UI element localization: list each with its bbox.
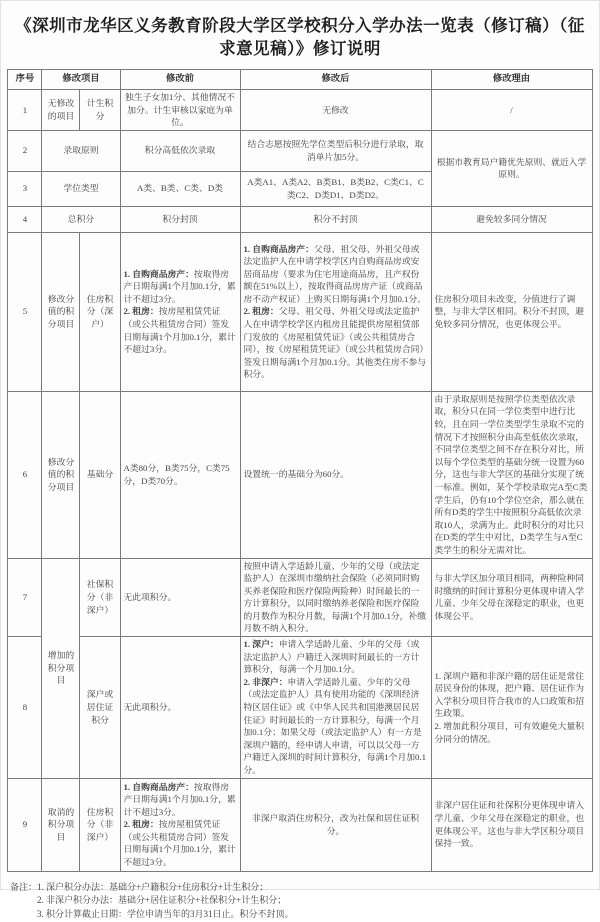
list-item [244,676,428,777]
cell-r9-before [120,778,240,871]
cell-r7-before: 无此项积分。 [120,558,240,637]
list-item [124,781,237,819]
item-text: 父母、祖父母、外祖父母或法定监护人在申请学校学区内自购商品房或安居商品房（要求为住宅用途商品房，且产权份额在51%以上），按取得商品房房产证（或商品房不动产权证）上购买日期每满1个月加0.1分。 [243,243,427,304]
item-lead: 2. 非深户： [243,676,288,687]
header-category: 修改项目 [42,70,120,90]
cell-r6-before: A类80分，B类75分，C类75分，D类70分。 [120,391,240,558]
footnotes-label: 备注： [10,881,38,892]
cell-r2-category: 录取原则 [42,130,120,171]
item-text: 按取得房产日期每满1个月加0.1分，累计不超过3分。 [123,268,236,304]
cell-r3-category: 学位类型 [42,171,120,206]
cell-r7-after: 按照申请入学适龄儿童、少年的父母（或法定监护人）在深圳市缴纳社会保险（必须同时购买养老保险和医疗保险两险种）时间最长的一方计算积分，以同时缴纳养老保险和医疗保险的月数作为积分月数，每满1个月加0.1分，补缴月数不纳入积分。 [240,558,431,637]
table-row [8,637,592,779]
revision-table [7,69,592,872]
cell-r5-category: 修改分值的积分项目 [42,232,80,391]
footnote-item: 2. 非深户积分办法：基础分+居住证积分+社保积分+计生积分； [37,895,287,906]
table-row [8,232,592,391]
table-row [8,391,592,558]
cell-r1-reason: / [431,90,592,131]
cell-r2-before: 积分高低依次录取 [120,130,240,171]
footnotes [10,881,599,922]
item-text: 父母、祖父母、外祖父母或法定监护人在申请学校学区内租房且能提供房屋租赁部门发放的《房屋租赁凭证》（或公共租赁房合同），按《房屋租赁凭证》（或公共租赁房合同）签发日期每满1个月加0.1分。其他类住房不参与积分。 [243,306,427,380]
table-row [8,778,592,871]
cell-r8-reason [431,637,592,779]
cell-r6-no: 6 [8,391,42,558]
header-no: 序号 [8,70,42,90]
cell-r9-no: 9 [8,778,42,871]
item-lead: 1. 自购商品房产： [243,243,314,254]
cell-r1-after: 无修改 [240,90,431,131]
footnote-item: 3. 积分计算截止日期：学位申请当年的3月31日止。积分不封顶。 [37,909,294,920]
item-lead: 1. 自购商品房产： [123,781,194,792]
cell-r5-reason: 住房积分项目未改变，分值进行了调整，与非大学区相同。积分不封顶，避免较多同分情况，也更体现公平。 [431,232,592,391]
item-lead: 2. 租房： [243,306,279,317]
item-lead: 2. 租房： [123,306,159,317]
cell-r7-reason: 与非大学区加分项目相同，两种险种同时缴纳的时间计算积分更体现申请入学儿童、少年父母在深稳定的职业，也更体现公平。 [431,558,592,637]
footnotes-body [37,881,294,922]
cell-r4-before: 积分封顶 [120,206,240,232]
cell-r3-before: A类、B类、C类、D类 [120,171,240,206]
cell-r3-after: A类A1、A类A2、B类B1、B类B2、C类C1、C类C2、D类D1、D类D2。 [240,171,431,206]
cell-r3-no: 3 [8,171,42,206]
header-reason: 修改理由 [431,70,592,90]
header-after: 修改后 [240,70,431,90]
cell-r8-sub: 深户或居住证积分 [80,637,120,779]
list-item: 2. 增加此积分项目，可有效避免大量积分同分的情况。 [434,720,585,744]
cell-r6-after: 设置统一的基础分为60分。 [240,391,431,558]
item-lead: 1. 深户： [243,639,279,650]
list-item [244,243,428,306]
cell-r5-after [240,232,431,391]
cell-r1-category: 无修改的项目 [42,90,80,131]
list-item [244,638,428,676]
cell-r4-category: 总积分 [42,206,120,232]
cell-r5-before [120,232,240,391]
item-text: 申请入学适龄儿童、少年的父母（或法定监护人）具有使用功能的《深圳经济特区居住证》或《中华人民共和国港澳居民居住证》时间最长的一方计算积分，每满一个月加0.1分；如果父母（或法定监护人）有一方是深圳户籍的，经申请人申请，可以以父母一方户籍迁入深圳的时间计算积分，每满1个月加0.1分。 [243,676,427,775]
cell-r1-no: 1 [8,90,42,131]
cell-r9-reason: 非深户居住证和社保积分更体现申请入学儿童、少年父母在深稳定的职业，也更体现公平。这也与非大学区积分项目保持一致。 [431,778,592,871]
document-title: 《深圳市龙华区义务教育阶段大学区学校积分入学办法一览表（修订稿）（征求意见稿）》修订说明 [15,16,585,58]
table-header-row [8,70,592,90]
cell-r7-no: 7 [8,558,42,637]
cell-r9-after: 非深户取消住房积分，改为社保和居住证积分。 [240,778,431,871]
item-lead: 1. 自购商品房产： [123,268,194,279]
list-item [244,305,428,381]
list-item [124,818,237,868]
cell-r2-no: 2 [8,130,42,171]
cell-r6-reason: 由于录取原则是按照学位类型依次录取，积分只在同一学位类型中进行比较，且在同一学位类型学生录取不完的情况下才按照积分由高至低依次录取，不同学位类型之间不存在积分对比，所以每个学位类型的基础分统一设置为60分，这也与非大学区的基础分实现了统一标准。例如，某个学校录取完A至C类学生后，仍有10个学位空余，那么就在所有D类的学生中按照积分高低依次录取10人，录满为止。此时积分的对比只在D类的学生中对比，D类学生与A至C类学生的积分无需对比。 [431,391,592,558]
item-text: 按取得房产日期每满1个月加0.1分，累计不超过3分。 [123,781,236,817]
cell-r2-after: 结合志愿按照先学位类型后积分进行录取，取消单片加5分。 [240,130,431,171]
table-row [8,90,592,131]
cell-r9-category: 取消的积分项目 [42,778,80,871]
cell-r7-sub: 社保积分（非深户） [80,558,120,637]
list-item [124,268,237,306]
cell-r1-sub: 计生积分 [80,90,120,131]
list-item [124,305,237,355]
cell-r4-after: 积分不封顶 [240,206,431,232]
table-row [8,558,592,637]
cell-r8-no: 8 [8,637,42,779]
cell-r6-category: 修改分值的积分项目 [42,391,80,558]
cell-r7-r8-category: 增加的积分项目 [42,558,80,778]
item-text: 按房屋租赁凭证（或公共租赁房合同）签发日期每满1个月加0.1分，累计不超过3分。 [123,819,236,868]
table-row [8,206,592,232]
item-lead: 2. 租房： [123,819,159,830]
footnote-item: 1. 深户积分办法：基础分+户籍积分+住房积分+计生积分； [37,881,269,892]
list-item: 1. 深圳户籍和非深户籍的居住证是常住居民身份的体现，把户籍、居住证作为入学积分项目符合我市的人口政策和招生政策。 [434,670,585,719]
table-row [8,130,592,171]
cell-r5-sub: 住房积分（深户） [80,232,120,391]
cell-r9-sub: 住房积分（非深户） [80,778,120,871]
cell-r4-no: 4 [8,206,42,232]
cell-r2-r3-reason: 根据市教育局户籍优先原则、就近入学原则。 [431,130,592,206]
cell-r8-after [240,637,431,779]
cell-r4-reason: 避免较多同分情况 [431,206,592,232]
item-text: 申请入学适龄儿童、少年的父母（或法定监护人）户籍迁入深圳时间最长的一方计算积分，每满一个月加0.1分。 [243,639,420,675]
item-text: 按房屋租赁凭证（或公共租赁房合同）签发日期每满1个月加0.1分，累计不超过3分。 [123,306,236,355]
cell-r5-no: 5 [8,232,42,391]
cell-r6-sub: 基础分 [80,391,120,558]
header-before: 修改前 [120,70,240,90]
cell-r8-before: 无此项积分。 [120,637,240,779]
cell-r1-before: 独生子女加1分、其他情况不加分。计生审核以家庭为单位。 [120,90,240,131]
